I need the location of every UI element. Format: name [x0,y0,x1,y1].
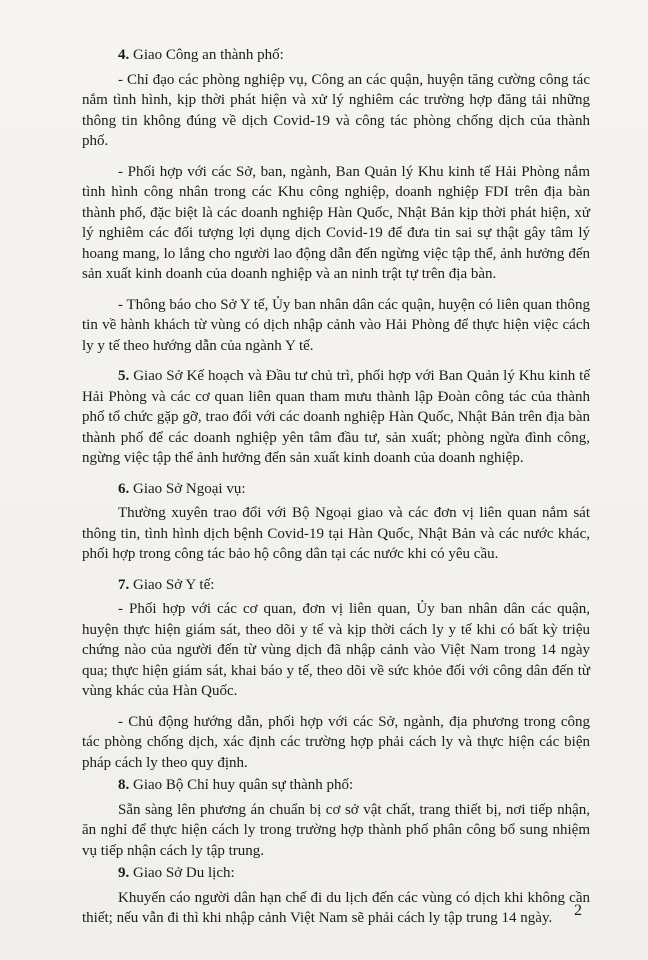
section-8-number: 8. [118,777,130,793]
section-7-number: 7. [118,576,130,593]
document-body [82,45,590,939]
page-number: 2 [574,902,582,919]
section-4-number: 4. [118,47,130,63]
section-7-paragraph-1: - Phối hợp với các cơ quan, đơn vị liên quan, Ủy ban nhân dân các quận, huyện thực hiện giám sát, theo dõi y tế và kịp thời cách ly y tế khi có bất kỳ triệu chứng nào của người đến từ vùng dịch đã nhập cảnh vào Việt Nam trong 14 ngày qua; thực hiện giám sát, khai báo y tế, theo dõi về sức khỏe đối với công dân đến từ vùng khác của Hàn Quốc. [82,601,590,699]
section-6-title: Giao Sở Ngoại vụ: [133,480,246,497]
section-5-number: 5. [118,368,130,384]
section-4-paragraph-1: - Chỉ đạo các phòng nghiệp vụ, Công an các quận, huyện tăng cường công tác nắm tình hình, kịp thời phát hiện và xử lý nghiêm các trường hợp đăng tải những thông tin không đúng về dịch Covid-19 và công tác phòng chống dịch của thành phố. [82,71,590,149]
section-7-heading [82,575,590,596]
section-8-title: Giao Bộ Chỉ huy quân sự thành phố: [133,777,354,793]
section-8-paragraph-1: Sẵn sàng lên phương án chuẩn bị cơ sở vật chất, trang thiết bị, nơi tiếp nhận, ăn nghỉ để thực hiện cách ly trong trường hợp thành phố phân công bổ sung nhiệm vụ tiếp nhận cách ly tập trung. [82,801,590,859]
section-6-paragraph-1: Thường xuyên trao đổi với Bộ Ngoại giao và các đơn vị liên quan nắm sát thông tin, tình hình dịch bệnh Covid-19 tại Hàn Quốc, Nhật Bản và các nước khác, phối hợp trong công tác bảo hộ công dân tại các nước khi có yêu cầu. [82,505,590,562]
section-7-title: Giao Sở Y tế: [133,576,215,593]
section-6-heading [82,479,590,500]
section-4-title: Giao Công an thành phố: [133,47,284,63]
section-9-number: 9. [118,865,130,881]
section-7-paragraph-2: - Chủ động hướng dẫn, phối hợp với các Sở, ngành, địa phương trong công tác phòng chống dịch, xác định các trường hợp phải cách ly và thực hiện các biện pháp cách ly theo quy định. [82,713,590,771]
section-4-paragraph-2: - Phối hợp với các Sở, ban, ngành, Ban Quản lý Khu kinh tế Hải Phòng nắm tình hình công nhân trong các Khu công nghiệp, doanh nghiệp FDI trên địa bàn thành phố, đặc biệt là các doanh nghiệp Hàn Quốc, Nhật Bản kịp thời phát hiện, xử lý nghiêm các đối tượng lợi dụng dịch Covid-19 để đưa tin sai sự thật gây tâm lý hoang mang, lo lắng cho người lao động dẫn đến ngừng việc tập thể, ảnh hưởng đến sản xuất kinh doanh của doanh nghiệp và an ninh trật tự trên địa bàn. [82,163,590,282]
section-9-title: Giao Sở Du lịch: [133,865,235,881]
section-4-paragraph-3: - Thông báo cho Sở Y tế, Ủy ban nhân dân các quận, huyện có liên quan thông tin về hành khách từ vùng có dịch nhập cảnh vào Hải Phòng để thực hiện việc cách ly y tế theo hướng dẫn của ngành Y tế. [82,296,590,354]
section-4-heading [82,45,590,66]
section-9-paragraph-1: Khuyến cáo người dân hạn chế đi du lịch đến các vùng có dịch khi không cần thiết; nếu vẫn đi thì khi nhập cảnh Việt Nam sẽ phải cách ly tập trung 14 ngày. [82,889,590,926]
section-6-number: 6. [118,480,130,497]
section-5-paragraph [82,366,590,469]
section-5-text: Giao Sở Kế hoạch và Đầu tư chủ trì, phối hợp với Ban Quản lý Khu kinh tế Hải Phòng và các cơ quan liên quan tham mưu thành lập Đoàn công tác của thành phố tổ chức gặp gỡ, trao đổi với các doanh nghiệp Hàn Quốc, Nhật Bản trên địa bàn thành phố để các doanh nghiệp yên tâm đầu tư, sản xuất; phòng ngừa đình công, ngừng việc tập thể ảnh hưởng đến sản xuất kinh doanh của doanh nghiệp. [82,368,591,466]
section-9-heading [82,863,590,884]
section-8-heading [82,775,590,796]
